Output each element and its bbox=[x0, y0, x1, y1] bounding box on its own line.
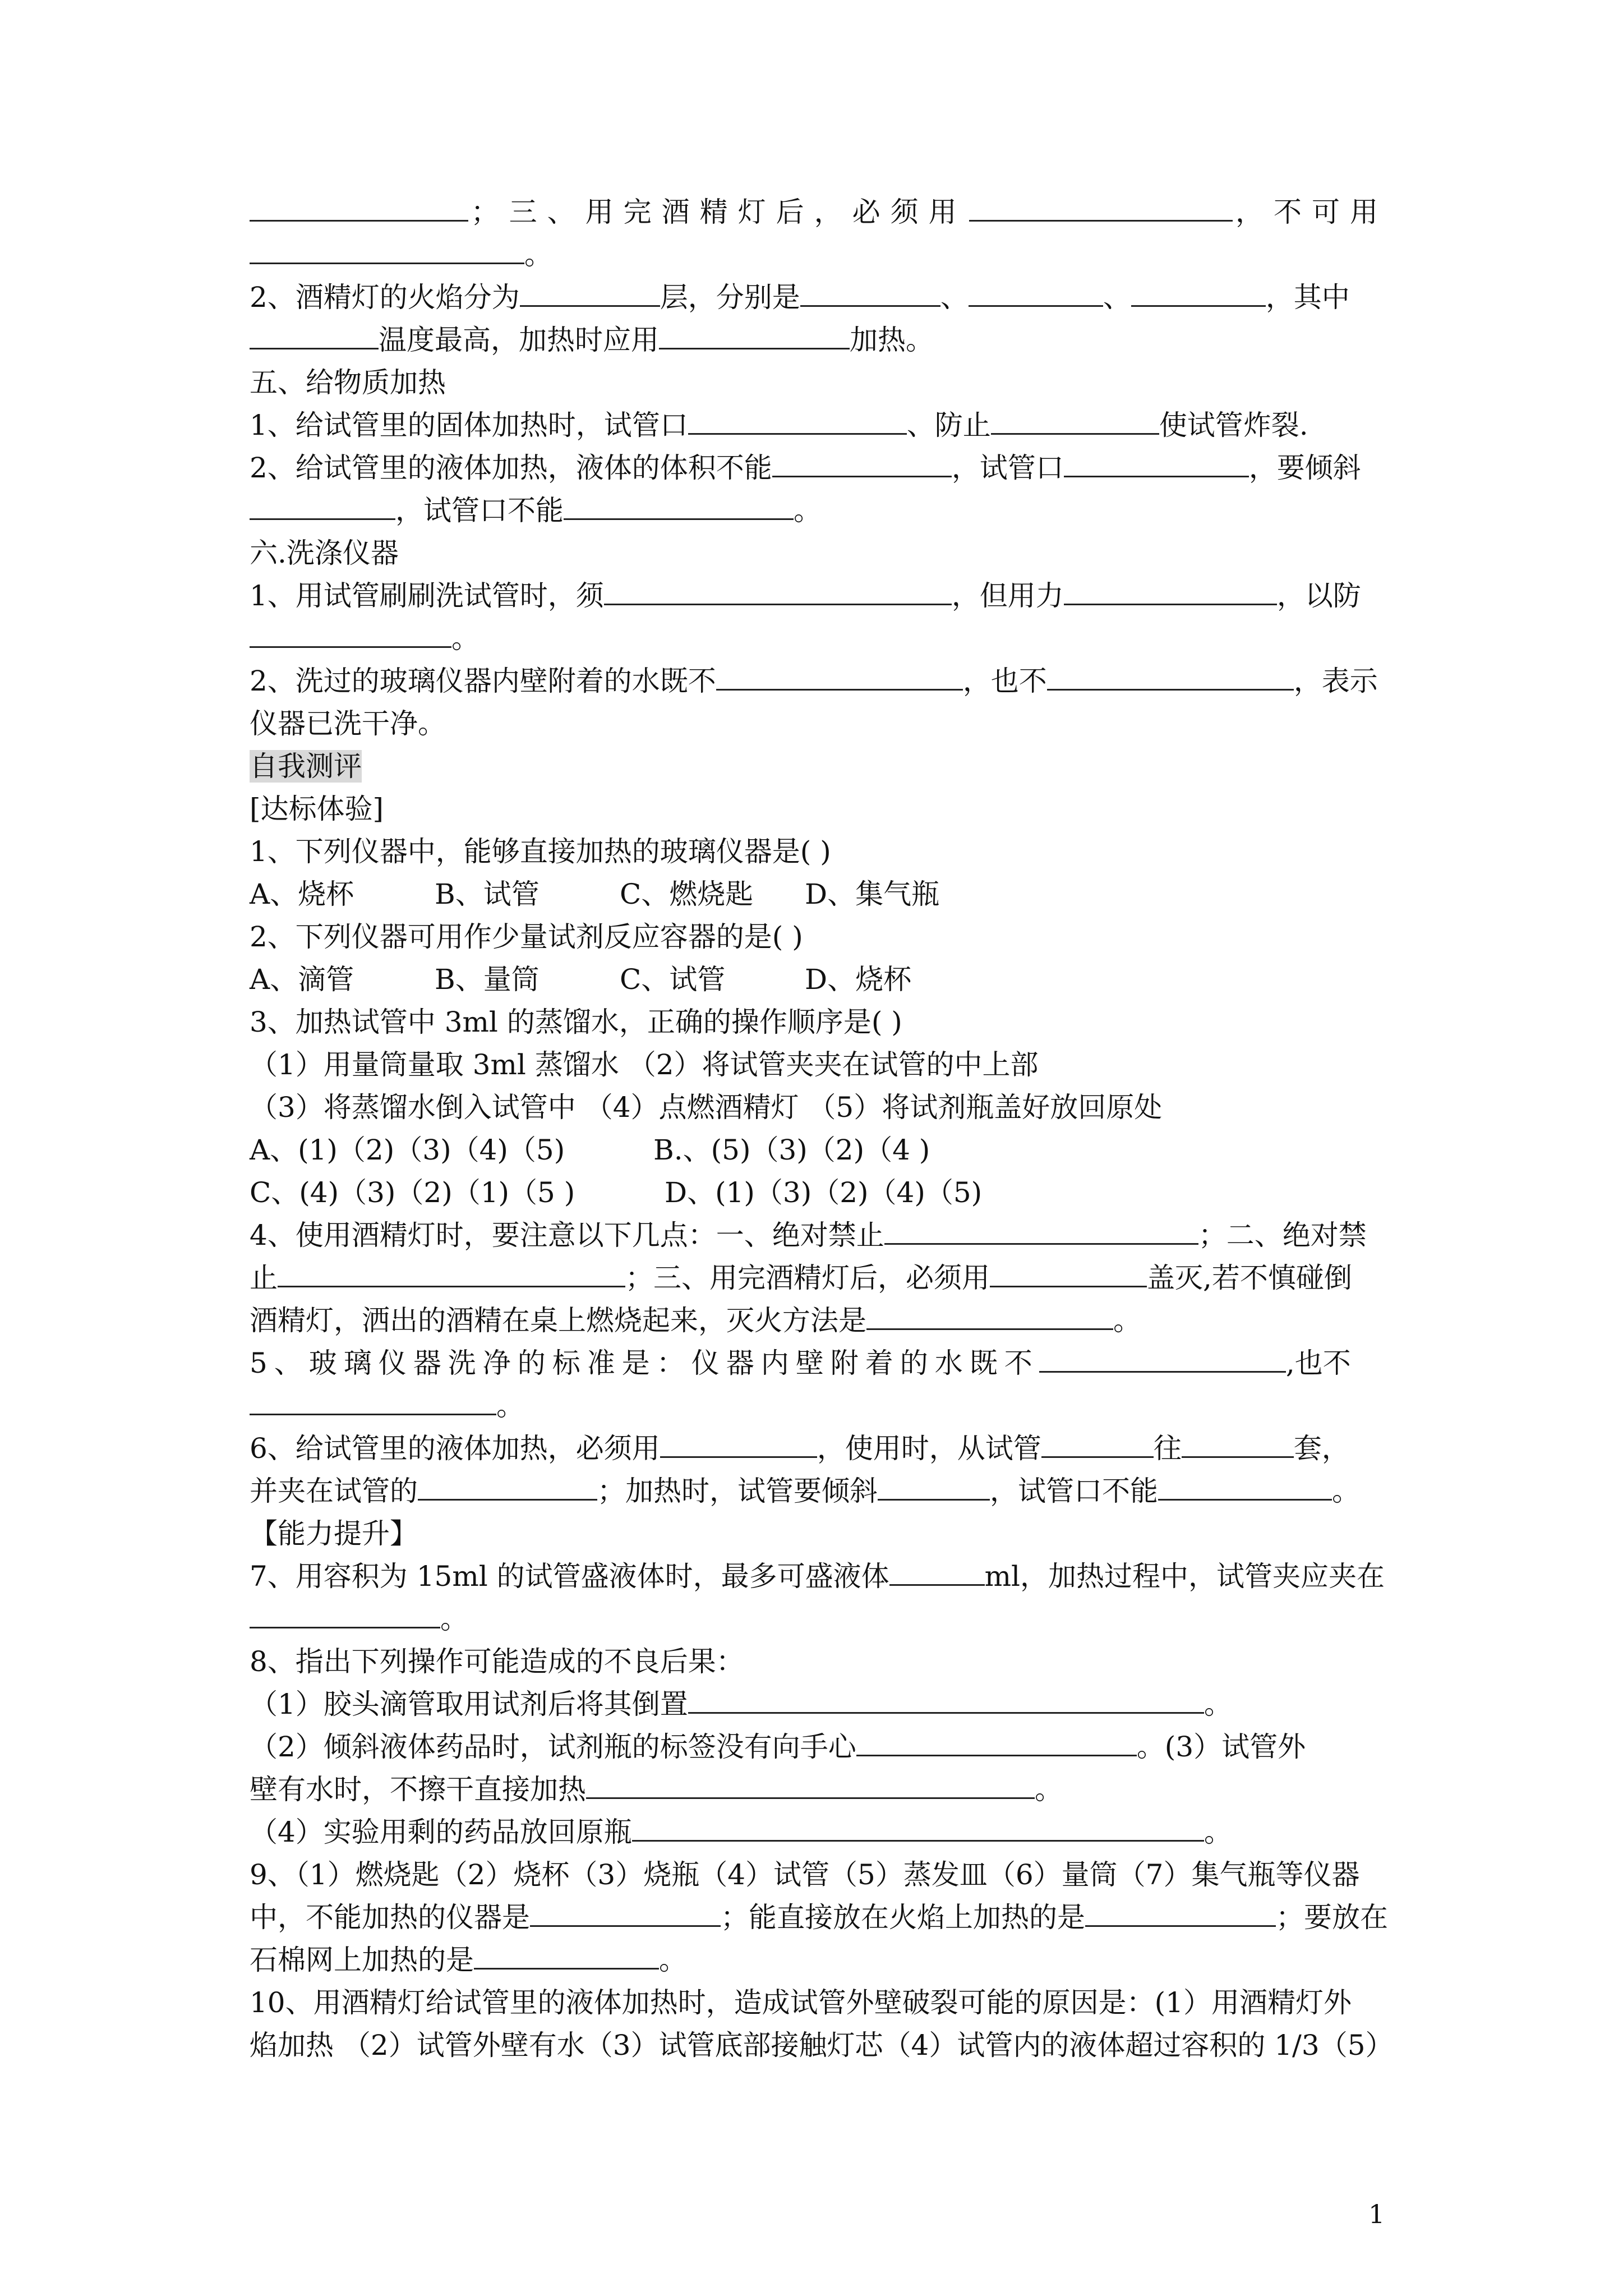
text: （1）用量筒量取 3ml 蒸馏水 （2）将试管夹夹在试管的中上部 bbox=[250, 1048, 1039, 1081]
blank[interactable] bbox=[969, 276, 1103, 307]
question-2-options bbox=[250, 958, 1388, 1001]
question-7 bbox=[250, 1555, 1388, 1598]
question-7-cont bbox=[250, 1598, 1388, 1640]
text: 2、下列仪器可用作少量试剂反应容器的是( ) bbox=[250, 921, 803, 953]
document-body bbox=[250, 191, 1394, 2067]
subsection-heading bbox=[250, 788, 1388, 830]
question-8 bbox=[250, 1640, 1388, 1683]
question-6-cont bbox=[250, 1470, 1388, 1512]
text: 仪器已洗干净。 bbox=[250, 707, 446, 740]
blank[interactable] bbox=[866, 1299, 1113, 1330]
text: 六.洗涤仪器 bbox=[250, 537, 399, 569]
blank[interactable] bbox=[1085, 1896, 1276, 1927]
option[interactable]: A、烧杯 bbox=[250, 878, 354, 910]
blank[interactable] bbox=[1047, 660, 1294, 691]
section-heading bbox=[250, 532, 1388, 574]
text: 止 bbox=[250, 1262, 278, 1294]
option[interactable]: B、量筒 bbox=[435, 963, 540, 996]
question-6 bbox=[250, 1427, 1388, 1470]
question-10-cont bbox=[250, 2024, 1394, 2067]
question-1-options bbox=[250, 873, 1388, 915]
blank[interactable] bbox=[991, 404, 1159, 435]
question-10 bbox=[250, 1981, 1388, 2024]
text: 。 bbox=[496, 1389, 524, 1422]
blank[interactable] bbox=[278, 1257, 625, 1287]
question-5 bbox=[250, 1342, 1388, 1384]
text: （2）倾斜液体药品时，试剂瓶的标签没有向手心 bbox=[250, 1731, 856, 1763]
text: 壁有水时，不擦干直接加热 bbox=[250, 1773, 586, 1806]
blank[interactable] bbox=[250, 617, 451, 648]
text: 、 bbox=[940, 281, 969, 314]
text: [达标体验] bbox=[250, 793, 384, 825]
text: 5、玻璃仪器洗净的标准是：仪器内壁附着的水既不 bbox=[250, 1347, 1039, 1379]
text: 、 bbox=[1103, 281, 1131, 314]
question-4 bbox=[250, 1214, 1388, 1257]
text: ，以防 bbox=[1276, 579, 1361, 612]
question-1 bbox=[250, 830, 1388, 873]
ability-heading bbox=[250, 1512, 1388, 1555]
text: ，不可用 bbox=[1235, 196, 1388, 228]
text: 2、洗过的玻璃仪器内壁附着的水既不 bbox=[250, 665, 716, 697]
text: 盖灭,若不慎碰倒 bbox=[1147, 1262, 1352, 1294]
text: ；能直接放在火焰上加热的是 bbox=[721, 1901, 1085, 1934]
text: 。 bbox=[659, 1944, 687, 1976]
text: 焰加热 （2）试管外壁有水（3）试管底部接触灯芯（4）试管内的液体超过容积的 1/3（5） bbox=[250, 2029, 1394, 2062]
text: 8、指出下列操作可能造成的不良后果： bbox=[250, 1645, 744, 1678]
blank[interactable] bbox=[889, 1555, 985, 1586]
text: ；三、用完酒精灯后，必须用 bbox=[471, 196, 967, 228]
text: 。 bbox=[1113, 1304, 1141, 1337]
option[interactable]: C、燃烧匙 bbox=[620, 878, 754, 910]
text: ，其中 bbox=[1265, 281, 1350, 314]
blank[interactable] bbox=[604, 574, 952, 605]
option[interactable]: A、(1)（2)（3)（4)（5) bbox=[250, 1134, 565, 1166]
question-3-step bbox=[250, 1086, 1388, 1129]
question-8-item bbox=[250, 1726, 1388, 1768]
text: 。(3）试管外 bbox=[1136, 1731, 1306, 1763]
blank[interactable] bbox=[800, 276, 940, 307]
text: 7、用容积为 15ml 的试管盛液体时，最多可盛液体 bbox=[250, 1560, 889, 1593]
text: 2、给试管里的液体加热，液体的体积不能 bbox=[250, 452, 772, 484]
text: ，试管口 bbox=[951, 452, 1064, 484]
text: 【能力提升】 bbox=[250, 1517, 418, 1550]
text: ；加热时，试管要倾斜 bbox=[597, 1475, 878, 1507]
text: 6、给试管里的液体加热，必须用 bbox=[250, 1432, 660, 1465]
page-number: 1 bbox=[1368, 2199, 1385, 2229]
blank[interactable] bbox=[990, 1257, 1147, 1287]
line-3 bbox=[250, 276, 1388, 319]
question-4-cont bbox=[250, 1299, 1388, 1342]
blank[interactable] bbox=[716, 660, 963, 691]
text: 。 bbox=[1204, 1688, 1232, 1720]
line-12 bbox=[250, 660, 1388, 702]
text: 往 bbox=[1153, 1432, 1182, 1465]
text: 。 bbox=[1035, 1773, 1063, 1806]
option[interactable]: B.、(5)（3)（2)（4 ) bbox=[653, 1134, 930, 1166]
blank[interactable] bbox=[564, 489, 794, 520]
text: 层，分别是 bbox=[660, 281, 800, 314]
blank[interactable] bbox=[418, 1470, 597, 1501]
text: 自我测评 bbox=[250, 750, 362, 783]
blank[interactable] bbox=[969, 191, 1233, 222]
blank[interactable] bbox=[250, 1384, 496, 1415]
text: ml，加热过程中，试管夹应夹在 bbox=[984, 1560, 1385, 1593]
question-8-item bbox=[250, 1811, 1388, 1853]
text: 中，不能加热的仪器是 bbox=[250, 1901, 530, 1934]
text: ，使用时，从试管 bbox=[817, 1432, 1041, 1465]
blank[interactable] bbox=[250, 489, 395, 520]
blank[interactable] bbox=[856, 1726, 1137, 1756]
text: ；三、用完酒精灯后，必须用 bbox=[625, 1262, 990, 1294]
blank[interactable] bbox=[250, 233, 524, 264]
text: 加热。 bbox=[850, 324, 934, 356]
line-6 bbox=[250, 404, 1388, 447]
question-9 bbox=[250, 1853, 1388, 1896]
text: 套， bbox=[1293, 1432, 1350, 1465]
text: ，要倾斜 bbox=[1248, 452, 1361, 484]
text: ，也不 bbox=[962, 665, 1047, 697]
option[interactable]: D、烧杯 bbox=[805, 963, 912, 996]
blank[interactable] bbox=[1131, 276, 1266, 307]
text: 。 bbox=[794, 494, 822, 527]
blank[interactable] bbox=[688, 1683, 1204, 1714]
text: ，但用力 bbox=[951, 579, 1064, 612]
text: ；要放在 bbox=[1276, 1901, 1388, 1934]
line-4 bbox=[250, 319, 1388, 361]
blank[interactable] bbox=[660, 1427, 817, 1458]
line-7 bbox=[250, 447, 1388, 489]
question-3 bbox=[250, 1001, 1388, 1043]
blank[interactable] bbox=[586, 1768, 1035, 1799]
blank[interactable] bbox=[632, 1811, 1204, 1842]
option[interactable]: C、(4)（3)（2)（1)（5 ) bbox=[250, 1176, 575, 1209]
blank[interactable] bbox=[1064, 447, 1249, 477]
text: 9、（1）燃烧匙（2）烧杯（3）烧瓶（4）试管（5）蒸发皿（6）量筒（7）集气瓶等仪器 bbox=[250, 1858, 1360, 1891]
text: 并夹在试管的 bbox=[250, 1475, 418, 1507]
blank[interactable] bbox=[884, 1214, 1198, 1245]
blank[interactable] bbox=[1182, 1427, 1294, 1458]
line-11 bbox=[250, 617, 1388, 660]
text: 1、用试管刷刷洗试管时，须 bbox=[250, 579, 604, 612]
text: ，试管口不能 bbox=[990, 1475, 1158, 1507]
option[interactable]: D、集气瓶 bbox=[805, 878, 940, 910]
blank[interactable] bbox=[688, 404, 907, 435]
blank[interactable] bbox=[1158, 1470, 1332, 1501]
text: 五、给物质加热 bbox=[250, 366, 446, 399]
text: ,也不 bbox=[1285, 1347, 1351, 1379]
option[interactable]: C、试管 bbox=[620, 963, 726, 996]
text: 石棉网上加热的是 bbox=[250, 1944, 474, 1976]
section-heading bbox=[250, 361, 1388, 404]
text: 。 bbox=[524, 238, 552, 271]
self-test-heading bbox=[250, 745, 1388, 788]
text: 1、下列仪器中，能够直接加热的玻璃仪器是( ) bbox=[250, 835, 831, 868]
text: 、防止 bbox=[906, 409, 991, 441]
text: （1）胶头滴管取用试剂后将其倒置 bbox=[250, 1688, 688, 1720]
question-2 bbox=[250, 915, 1388, 958]
blank[interactable] bbox=[250, 191, 468, 222]
text: 。 bbox=[440, 1603, 468, 1635]
blank[interactable] bbox=[659, 319, 850, 349]
blank[interactable] bbox=[1064, 574, 1277, 605]
text: 2、酒精灯的火焰分为 bbox=[250, 281, 520, 314]
question-9-cont bbox=[250, 1896, 1388, 1939]
text: ，试管口不能 bbox=[395, 494, 564, 527]
question-3-options bbox=[250, 1171, 1388, 1214]
text: ；二、绝对禁 bbox=[1198, 1219, 1367, 1251]
question-8-item bbox=[250, 1683, 1388, 1726]
text: 温度最高，加热时应用 bbox=[379, 324, 659, 356]
line-8 bbox=[250, 489, 1388, 532]
text: 。 bbox=[451, 622, 479, 655]
question-3-step bbox=[250, 1043, 1388, 1086]
option[interactable]: D、(1)（3)（2)（4)（5) bbox=[665, 1176, 983, 1209]
blank[interactable] bbox=[474, 1939, 659, 1970]
text: 1、给试管里的固体加热时，试管口 bbox=[250, 409, 688, 441]
line-1 bbox=[250, 191, 1388, 233]
line-10 bbox=[250, 574, 1388, 617]
text: 3、加热试管中 3ml 的蒸馏水，正确的操作顺序是( ) bbox=[250, 1006, 902, 1038]
blank[interactable] bbox=[520, 276, 660, 307]
question-5-cont bbox=[250, 1384, 1388, 1427]
blank[interactable] bbox=[1039, 1342, 1286, 1373]
text: 4、使用酒精灯时，要注意以下几点：一、绝对禁止 bbox=[250, 1219, 884, 1251]
line-2 bbox=[250, 233, 1388, 276]
blank[interactable] bbox=[250, 1598, 440, 1628]
text: ，表示 bbox=[1293, 665, 1378, 697]
question-3-options bbox=[250, 1129, 1388, 1171]
text: 10、用酒精灯给试管里的液体加热时，造成试管外壁破裂可能的原因是：(1）用酒精灯外 bbox=[250, 1986, 1352, 2019]
text: 使试管炸裂. bbox=[1159, 409, 1308, 441]
text: （3）将蒸馏水倒入试管中 （4）点燃酒精灯 （5）将试剂瓶盖好放回原处 bbox=[250, 1091, 1163, 1124]
blank[interactable] bbox=[878, 1470, 990, 1501]
question-9-cont bbox=[250, 1939, 1388, 1981]
blank[interactable] bbox=[530, 1896, 721, 1927]
line-13 bbox=[250, 702, 1388, 745]
text: 。 bbox=[1332, 1475, 1360, 1507]
blank[interactable] bbox=[1041, 1427, 1154, 1458]
option[interactable]: B、试管 bbox=[435, 878, 540, 910]
blank[interactable] bbox=[250, 319, 379, 349]
question-4-cont bbox=[250, 1257, 1388, 1299]
question-8-item bbox=[250, 1768, 1388, 1811]
text: 。 bbox=[1204, 1816, 1232, 1848]
option[interactable]: A、滴管 bbox=[250, 963, 354, 996]
text: 酒精灯，洒出的酒精在桌上燃烧起来，灭火方法是 bbox=[250, 1304, 866, 1337]
text: （4）实验用剩的药品放回原瓶 bbox=[250, 1816, 632, 1848]
blank[interactable] bbox=[772, 447, 952, 477]
